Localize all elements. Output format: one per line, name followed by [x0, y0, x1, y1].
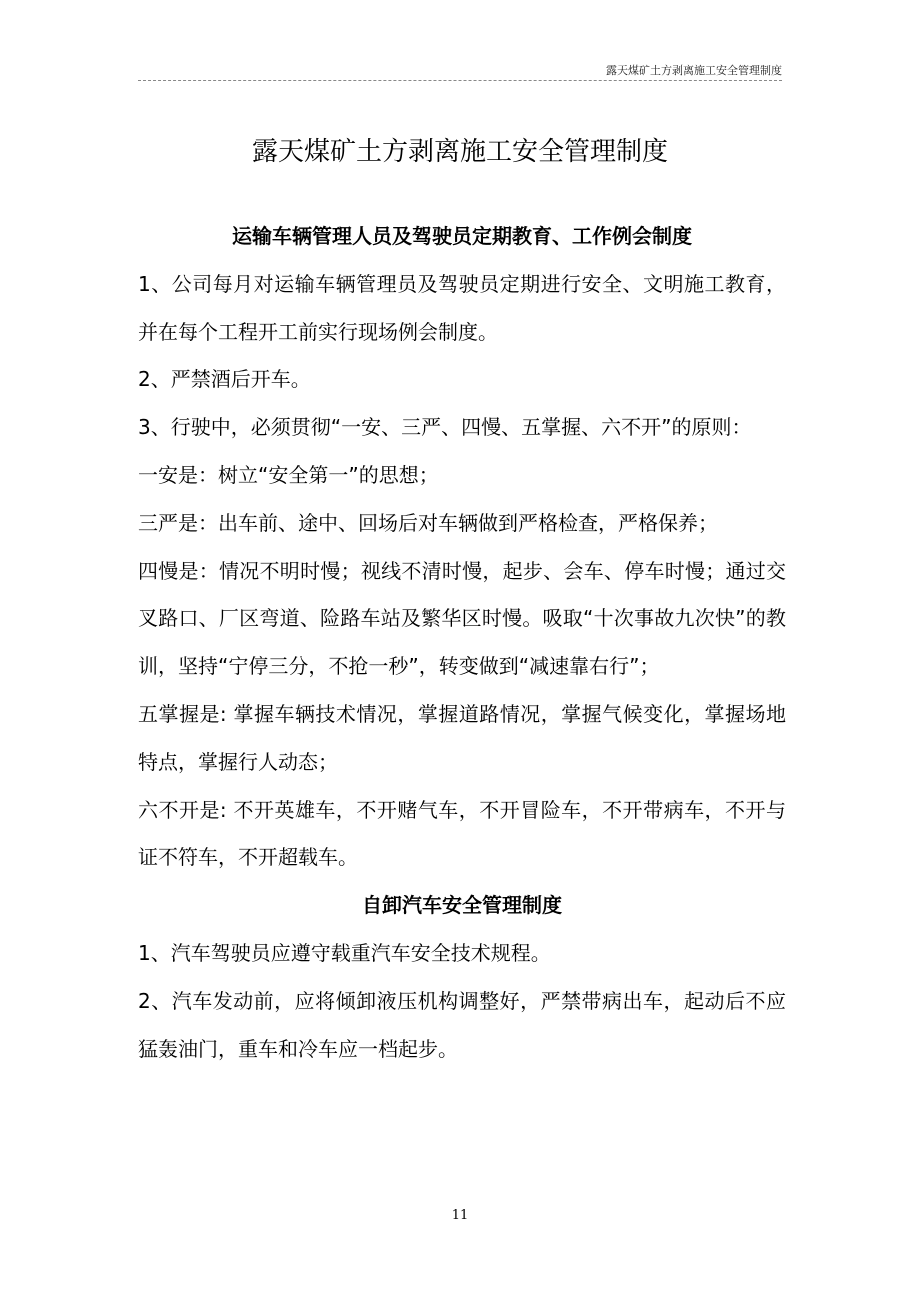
paragraph: 2、严禁酒后开车。	[138, 367, 311, 392]
section-heading-dump-truck: 自卸汽车安全管理制度	[362, 893, 562, 918]
paragraph: 1、汽车驾驶员应遵守载重汽车安全技术规程。	[138, 940, 551, 965]
paragraph: 四慢是：情况不明时慢；视线不清时慢，起步、会车、停车时慢；通过交叉路口、厂区弯道、险路车站及繁华区时慢。吸取“十次事故九次快”的教训，坚持“宁停三分，不抢一秒”，转变做到“减速靠右行”；	[138, 558, 786, 679]
paragraph: 五掌握是: 掌握车辆技术情况，掌握道路情况，掌握气候变化，掌握场地特点，掌握行人动态；	[138, 701, 786, 774]
running-header: 露天煤矿土方剥离施工安全管理制度	[606, 64, 782, 77]
document-body	[138, 213, 786, 1073]
section-heading-vehicle-education: 运输车辆管理人员及驾驶员定期教育、工作例会制度	[232, 224, 692, 248]
paragraph: 3、行驶中，必须贯彻“一安、三严、四慢、五掌握、六不开”的原则：	[138, 415, 752, 440]
header-divider	[138, 80, 782, 81]
page-number: 11	[451, 1208, 469, 1223]
paragraph: 六不开是: 不开英雄车，不开赌气车，不开冒险车，不开带病车，不开与证不符车，不开超载车。	[138, 797, 786, 870]
paragraph: 一安是：树立“安全第一”的思想；	[138, 462, 439, 487]
paragraph: 1、公司每月对运输车辆管理员及驾驶员定期进行安全、文明施工教育，并在每个工程开工前实行现场例会制度。	[138, 271, 786, 344]
paragraph: 三严是：出车前、途中、回场后对车辆做到严格检查，严格保养；	[138, 510, 718, 535]
paragraph: 2、汽车发动前，应将倾卸液压机构调整好，严禁带病出车，起动后不应猛轰油门，重车和冷车应一档起步。	[138, 988, 786, 1061]
document-title: 露天煤矿土方剥离施工安全管理制度	[251, 137, 668, 168]
